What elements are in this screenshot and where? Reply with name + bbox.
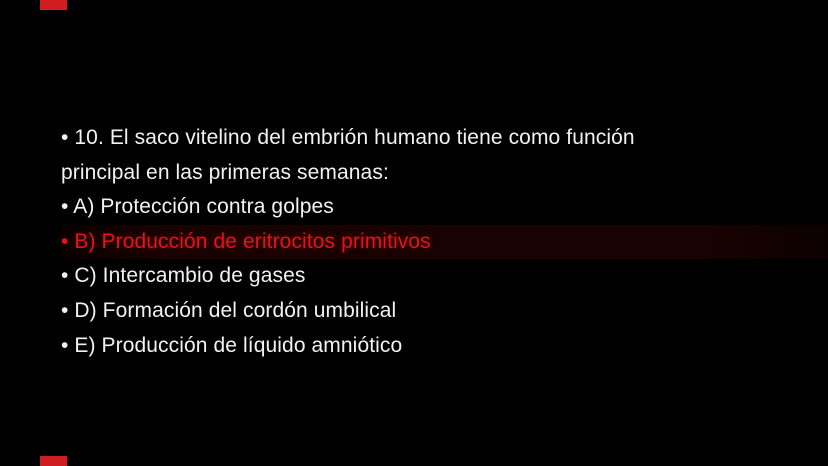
- question-block: [61, 121, 781, 363]
- option-c: • C) Intercambio de gases: [61, 264, 306, 288]
- option-a: • A) Protección contra golpes: [61, 195, 334, 219]
- red-marker-top: [40, 0, 67, 10]
- option-d: • D) Formación del cordón umbilical: [61, 298, 397, 322]
- option-b-highlighted: • B) Producción de eritrocitos primitivos: [61, 225, 828, 260]
- question-line-2: principal en las primeras semanas:: [61, 160, 389, 184]
- red-marker-bottom: [40, 456, 67, 466]
- question-line-1: • 10. El saco vitelino del embrión humano tiene como función: [61, 126, 635, 149]
- option-e: • E) Producción de líquido amniótico: [61, 333, 403, 357]
